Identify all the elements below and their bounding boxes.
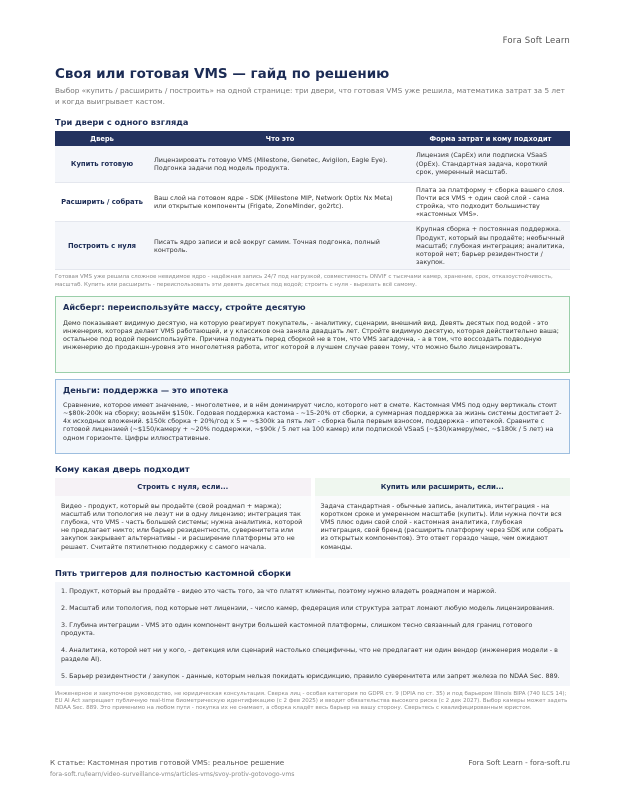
list-item: 3. Глубина интеграции - VMS это один компонент внутри большей кастомной платформы, слишком тесно связанный для границ готового продукта. [61,620,533,638]
table-row [55,222,570,270]
page-footer [50,758,570,778]
brand-label: Fora Soft Learn [502,36,570,46]
iceberg-callout [55,296,570,373]
page-title: Своя или готовая VMS — гайд по решению [55,66,390,82]
who-columns [55,478,570,558]
iceberg-body: Демо показывает видимую десятую, на которую реагирует покупатель, - аналитику, сценарии, внешний вид. Девять десятых под водой - это инженерия, которая делает VMS работающей, и у классиков она заняла двадцать лет. Стройте видимую десятую, которая действительно ваша; остальное под водой переиспользуйте. Причина подумать перед сборкой не в том, что VMS загадочна, - а в том, что воссоздать подводную инженерию до продакшн-уровня это многолетняя работа, итог которой в лучшем случае равен тому, что можно было лицензировать. [63,318,559,352]
buy-column-title: Купить или расширить, если... [315,478,571,496]
buy-column-body: Задача стандартная - обычные запись, аналитика, интеграция - на коротком сроке и умеренном масштабе (купить). Или нужна почти вся VMS плюс один свой слой - кастомная аналитика, глубокая интеграция, свой бренд (расширить платформу через SDK или собрать из открытых компонентов). Это ответ гораздо чаще, чем ожидают команды. [315,496,571,558]
door-buy: Купить готовую [55,146,149,182]
table-row [55,182,570,222]
doors-table [55,131,570,270]
money-body: Сравнение, которое имеет значение, - многолетнее, и в нём доминирует число, которого нет в смете. Кастомная VMS под одну вертикаль стоит ~$80k-200k на сборку; возьмём $150k. Годовая поддержка кастома - ~15-20% от сборки, а суммарная поддержка за жизнь системы достигает 2-4x исходных вложений. $150k сборка + 20%/год х 5 = ~$300k за пять лет - сборка была первым взносом, поддержка - ипотекой. Сравните с готовой лицензией (~$150/камеру + ~20% поддержки, ~$90k / 5 лет на 100 камер) или подпиской VSaaS (~$30/камеру/мес, ~$180k / 5 лет) на одном горизонте. Цифры иллюстративные. [63,400,562,442]
door-build-cost: Крупная сборка + постоянная поддержка. Продукт, который вы продаёте; необычный масштаб; глубокая интеграция; аналитика, которой нет; барьер резидентности / закупок. [411,222,570,270]
build-column-body: Видео - продукт, который вы продаёте (свой роадмап + маржа); масштаб или топология не лезут ни в одну лицензию; интеграция так глубока, что VMS - часть большей системы; нужна аналитика, которой не предлагает никто; или барьер резидентности, суверенитета или закупок закрывает альтернативы - и расширение платформы это не решает. Считайте пятилетнюю поддержку с самого начала. [55,496,311,558]
page-subtitle: Выбор «купить / расширить / построить» на одной странице: три двери, что готовая VMS уже решила, математика затрат за 5 лет и когда выигрывает кастом. [55,86,565,106]
door-build-what: Писать ядро записи и всё вокруг самим. Точная подгонка, полный контроль. [149,222,411,270]
money-callout [55,379,570,454]
footer-brand: Fora Soft Learn - fora-soft.ru [468,758,570,767]
triggers-list [55,582,570,686]
triggers-heading: Пять триггеров для полностью кастомной сборки [55,567,291,578]
page-content [55,66,570,713]
door-buy-cost: Лицензия (CapEx) или подписка VSaaS (OpEx). Стандартная задача, короткий срок, умеренный масштаб. [411,146,570,182]
build-column-title: Строить с нуля, если... [55,478,311,496]
door-buy-what: Лицензировать готовую VMS (Milestone, Genetec, Avigilon, Eagle Eye). Подгонка задачи под модель продукта. [149,146,411,182]
doors-note: Готовая VMS уже решила сложное невидимое ядро - надёжная запись 24/7 под нагрузкой, совместимость ONVIF с тысячами камер, хранение, срок, отказоустойчивость, масштаб. Купить или расширить - переиспользовать эти девять десятых под водой; строить с нуля - вырезать всё самому. [55,274,553,288]
door-build: Построить с нуля [55,222,149,270]
footer-url[interactable]: fora-soft.ru/learn/video-surveillance-vms/articles-vms/svoy-protiv-gotovogo-vms [50,771,295,778]
doors-header-row [55,131,570,146]
build-column [55,478,311,558]
list-item: 4. Аналитика, которой нет ни у кого, - детекция или сценарий настолько специфичны, что не предлагает ни один вендор (инженерия модели - в разделе AI). [61,646,558,663]
iceberg-title: Айсберг: переиспользуйте массу, стройте десятую [63,301,306,312]
who-heading: Кому какая дверь подходит [55,463,190,474]
legal-disclaimer: Инженерное и закупочное руководство, не юридическая консультация. Сверка лиц - особая категория по GDPR ст. 9 (DPIA по ст. 35) и под барьером Illinois BIPA (740 ILCS 14); EU AI Act запрещает публичную real-time биометрическую идентификацию (с 2 фев 2025) и вводит обязательства высокого риска (с 2 дек 2027). Выбор камеры может задеть NDAA Sec. 889. Это применимо на любом пути - покупка их не снимает, а сборка кладёт весь барьер на вашу сторону. Сверьтесь с квалифицированным юристом. [55,690,568,712]
door-extend-cost: Плата за платформу + сборка вашего слоя. Почти вся VMS + один свой слой - сама стройка, что подходит большинству «кастомных VMS». [411,182,570,222]
door-extend: Расширить / собрать [55,182,149,222]
list-item: 5. Барьер резидентности / закупок - данные, которым нельзя покидать юрисдикцию, правило суверенитета или запрет железа по NDAA Sec. 889. [61,671,560,680]
doors-heading: Три двери с одного взгляда [55,117,189,127]
money-title: Деньги: поддержка — это ипотека [63,384,229,395]
list-item: 2. Масштаб или топология, под которые нет лицензии, - число камер, федерация или структура затрат ломают любую модель лицензирования. [61,603,555,612]
col-cost-header: Форма затрат и кому подходит [411,131,570,146]
buy-column [315,478,571,558]
door-extend-what: Ваш слой на готовом ядре - SDK (Milestone MIP, Network Optix Nx Meta) или открытые компоненты (Frigate, ZoneMinder, go2rtc). [149,182,411,222]
table-row [55,146,570,182]
list-item: 1. Продукт, который вы продаёте - видео это часть того, за что платят клиенты, поэтому нужно владеть роадмапом и маржой. [61,586,497,595]
col-door-header: Дверь [55,131,149,146]
footer-article-link[interactable]: К статье: Кастомная против готовой VMS: реальное решение [50,758,285,767]
col-what-header: Что это [149,131,411,146]
